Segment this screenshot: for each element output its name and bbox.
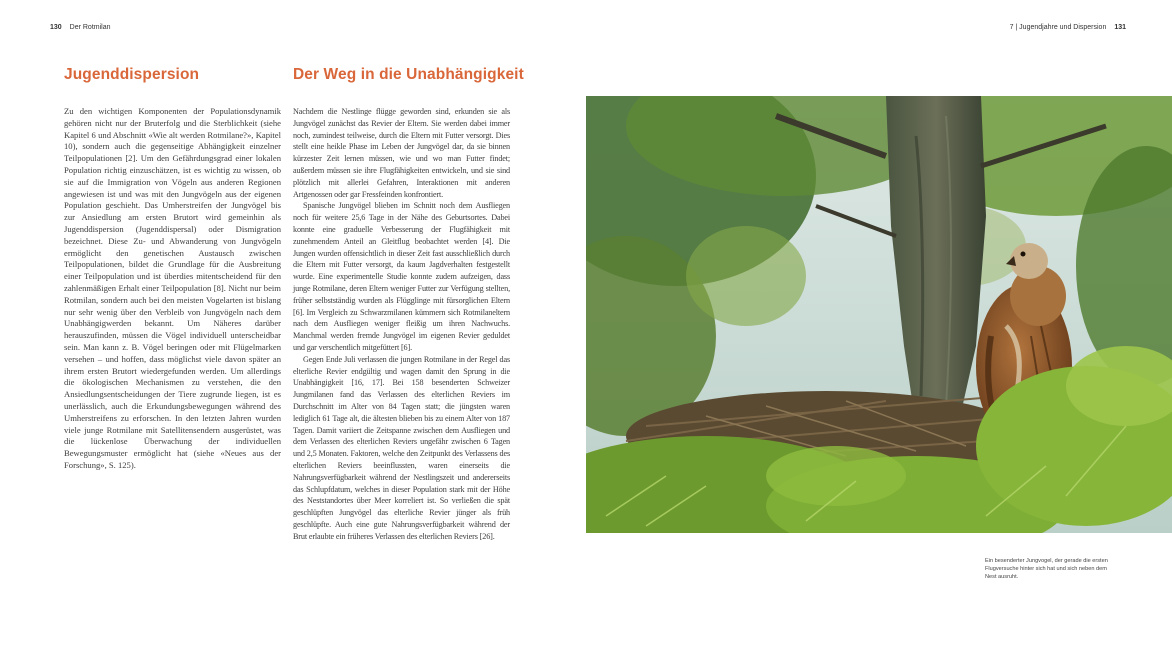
section-heading-jugenddispersion: Jugenddispersion xyxy=(64,66,200,83)
right-text-column xyxy=(293,106,510,542)
section-heading-unabhaengigkeit: Der Weg in die Unabhängigkeit xyxy=(293,66,524,83)
body-paragraph: Spanische Jungvögel blieben im Schnitt noch dem Ausfliegen noch für weitere 25,6 Tage in der Nähe des Geburtsortes. Dabei konnte eine graduelle Verbesserung der Flugfähigkeit mit zunehmendem Anteil an Gleitflug beobachtet werden [4]. Die Jungen wurden offensichtlich in dieser Zeit fast ausschließlich durch die Eltern mit Futter versorgt, da kaum Jagdverhalten festgestellt wurde. Eine experimentelle Studie konnte zudem aufzeigen, dass junge Rotmilane, deren Eltern weniger Futter zur Verfügung stellten, früher selbstständig wurden als Flügglinge mit fürsorglichen Eltern [6]. Im Vergleich zu Schwarzmilanen kümmern sich Rotmilaneltern nach dem Ausfliegen weniger fleißig um ihren Nachwuchs. Manchmal werden fremde Jungvögel im eigenen Revier geduldet und gar verschentlich mitgefüttert [6]. xyxy=(293,201,510,352)
running-title-left: Der Rotmilan xyxy=(69,24,111,31)
running-title-right: 7 | Jugendjahre und Dispersion xyxy=(1009,24,1107,31)
running-header-right xyxy=(1010,24,1126,31)
page-number-left: 130 xyxy=(50,24,62,31)
body-paragraph: Nachdem die Nestlinge flügge geworden sind, erkunden sie als Jungvögel zunächst das Revier der Eltern. Sie werden dabei immer noch, zumindest teilweise, durch die Eltern mit Futter versorgt. Dies stellt eine heikle Phase im Leben der Jungvögel dar, da sie binnen kürzester Zeit lernen müssen, wie und wo man Futter findet; außerdem müssen sie ihre Flugfähigkeiten entwickeln, und sie sind plötzlich mit allerlei Gefahren, Interaktionen mit anderen Artgenossen oder gar Fressfeinden konfrontiert. xyxy=(293,107,510,199)
running-header-left xyxy=(50,24,111,31)
red-kite-nest-photo xyxy=(586,96,1172,533)
body-paragraph: Gegen Ende Juli verlassen die jungen Rotmilane in der Regel das elterliche Revier endgültig und wagen damit den Sprung in die Unabhängigkeit [16, 17]. Bei 158 besenderten Schweizer Jungmilanen fand das Verlassen des elterlichen Reviers im Durchschnitt im Alter von 84 Tagen statt; die jüngsten waren lediglich 61 Tage alt, die ältesten blieben bis zu einem Alter von 187 Tagen. Damit variiert die Zeitspanne zwischen dem Ausfliegen und dem Verlassen des elterlichen Reviers ungefähr zwischen 6 Tagen und 2,5 Monaten. Faktoren, welche den Zeitpunkt des Verlassens des elterlichen Reviers beeinflussten, waren einerseits die Nahrungsverfügbarkeit während der Nestlingszeit und andererseits das Schlupfdatum, welches in dieser Population stark mit der Höhe des Neststandortes über Meer korreliert ist. So verließen die spät geschlüpften Jungvögel das elterliche Revier jünger als früh geschlüpfte. Auch eine gute Nahrungsverfügbarkeit während der Brut erlaubte ein früheres Verlassen des elterlichen Reviers [26]. xyxy=(293,354,510,541)
photo-caption: Ein besenderter Jungvogel, der gerade die ersten Flugversuche hinter sich hat und sich neben dem Nest ausruht. xyxy=(985,558,1108,580)
body-paragraph: Zu den wichtigen Komponenten der Populationsdynamik gehören nicht nur der Bruterfolg und die Sterblichkeit (siehe Kapitel 6 und Abschnitt «Wie alt werden Rotmilane?», Kapitel 10), sondern auch die gegenseitige Abhängigkeit einzelner Teilpopulationen [2]. Um den Gefährdungsgrad einer lokalen Population richtig einzuschätzen, ist es wichtig zu wissen, ob sie auf die Immigration von Vögeln aus anderen Regionen angewiesen ist und was mit den Jungvögeln aus der eigenen Population geschieht. Das Umherstreifen der Jungvögel bis zur Ansiedlung am ersten Brutort wird gemeinhin als Jugenddispersion (Jugenddispersal) oder Dismigration bezeichnet. Diese Zu- und Abwanderung von Jungvögeln ermöglicht den genetischen Austausch zwischen Teilpopulationen, bildet die Grundlage für die Ausbreitung einer Teilpopulation und ist überdies mitentscheidend für den zahlenmäßigen Erhalt einer Teilpopulation [8]. Nicht nur beim Rotmilan, sondern auch bei den meisten Vogelarten ist bislang nur sehr wenig über den Verbleib von Jungvögeln nach dem Unabhängigwerden bekannt. Um Näheres darüber herauszufinden, müssen die Vögel individuell unterscheidbar sein. Man kann z. B. Vögel beringen oder mit Flügelmarken versehen – und hoffen, dass möglichst viele davon später an ihrem ersten Brutort wiedergefunden werden. Um allerdings die ökologischen Mechanismen zu verstehen, die den Ansiedlungsentscheidungen der Tiere zugrunde liegen, ist es unerlässlich, auch die Erkundungsbewegungen während des Umherstreifens zu erforschen. In den letzten Jahren wurden viele junge Rotmilane mit Satellitensendern ausgerüstet, was die lückenlose Überwachung der individuellen Bewegungsmuster ermöglicht hat (siehe «Neues aus der Forschung», S. 125). xyxy=(64,106,281,470)
left-text-column xyxy=(64,106,281,472)
page-number-right: 131 xyxy=(1114,24,1126,31)
